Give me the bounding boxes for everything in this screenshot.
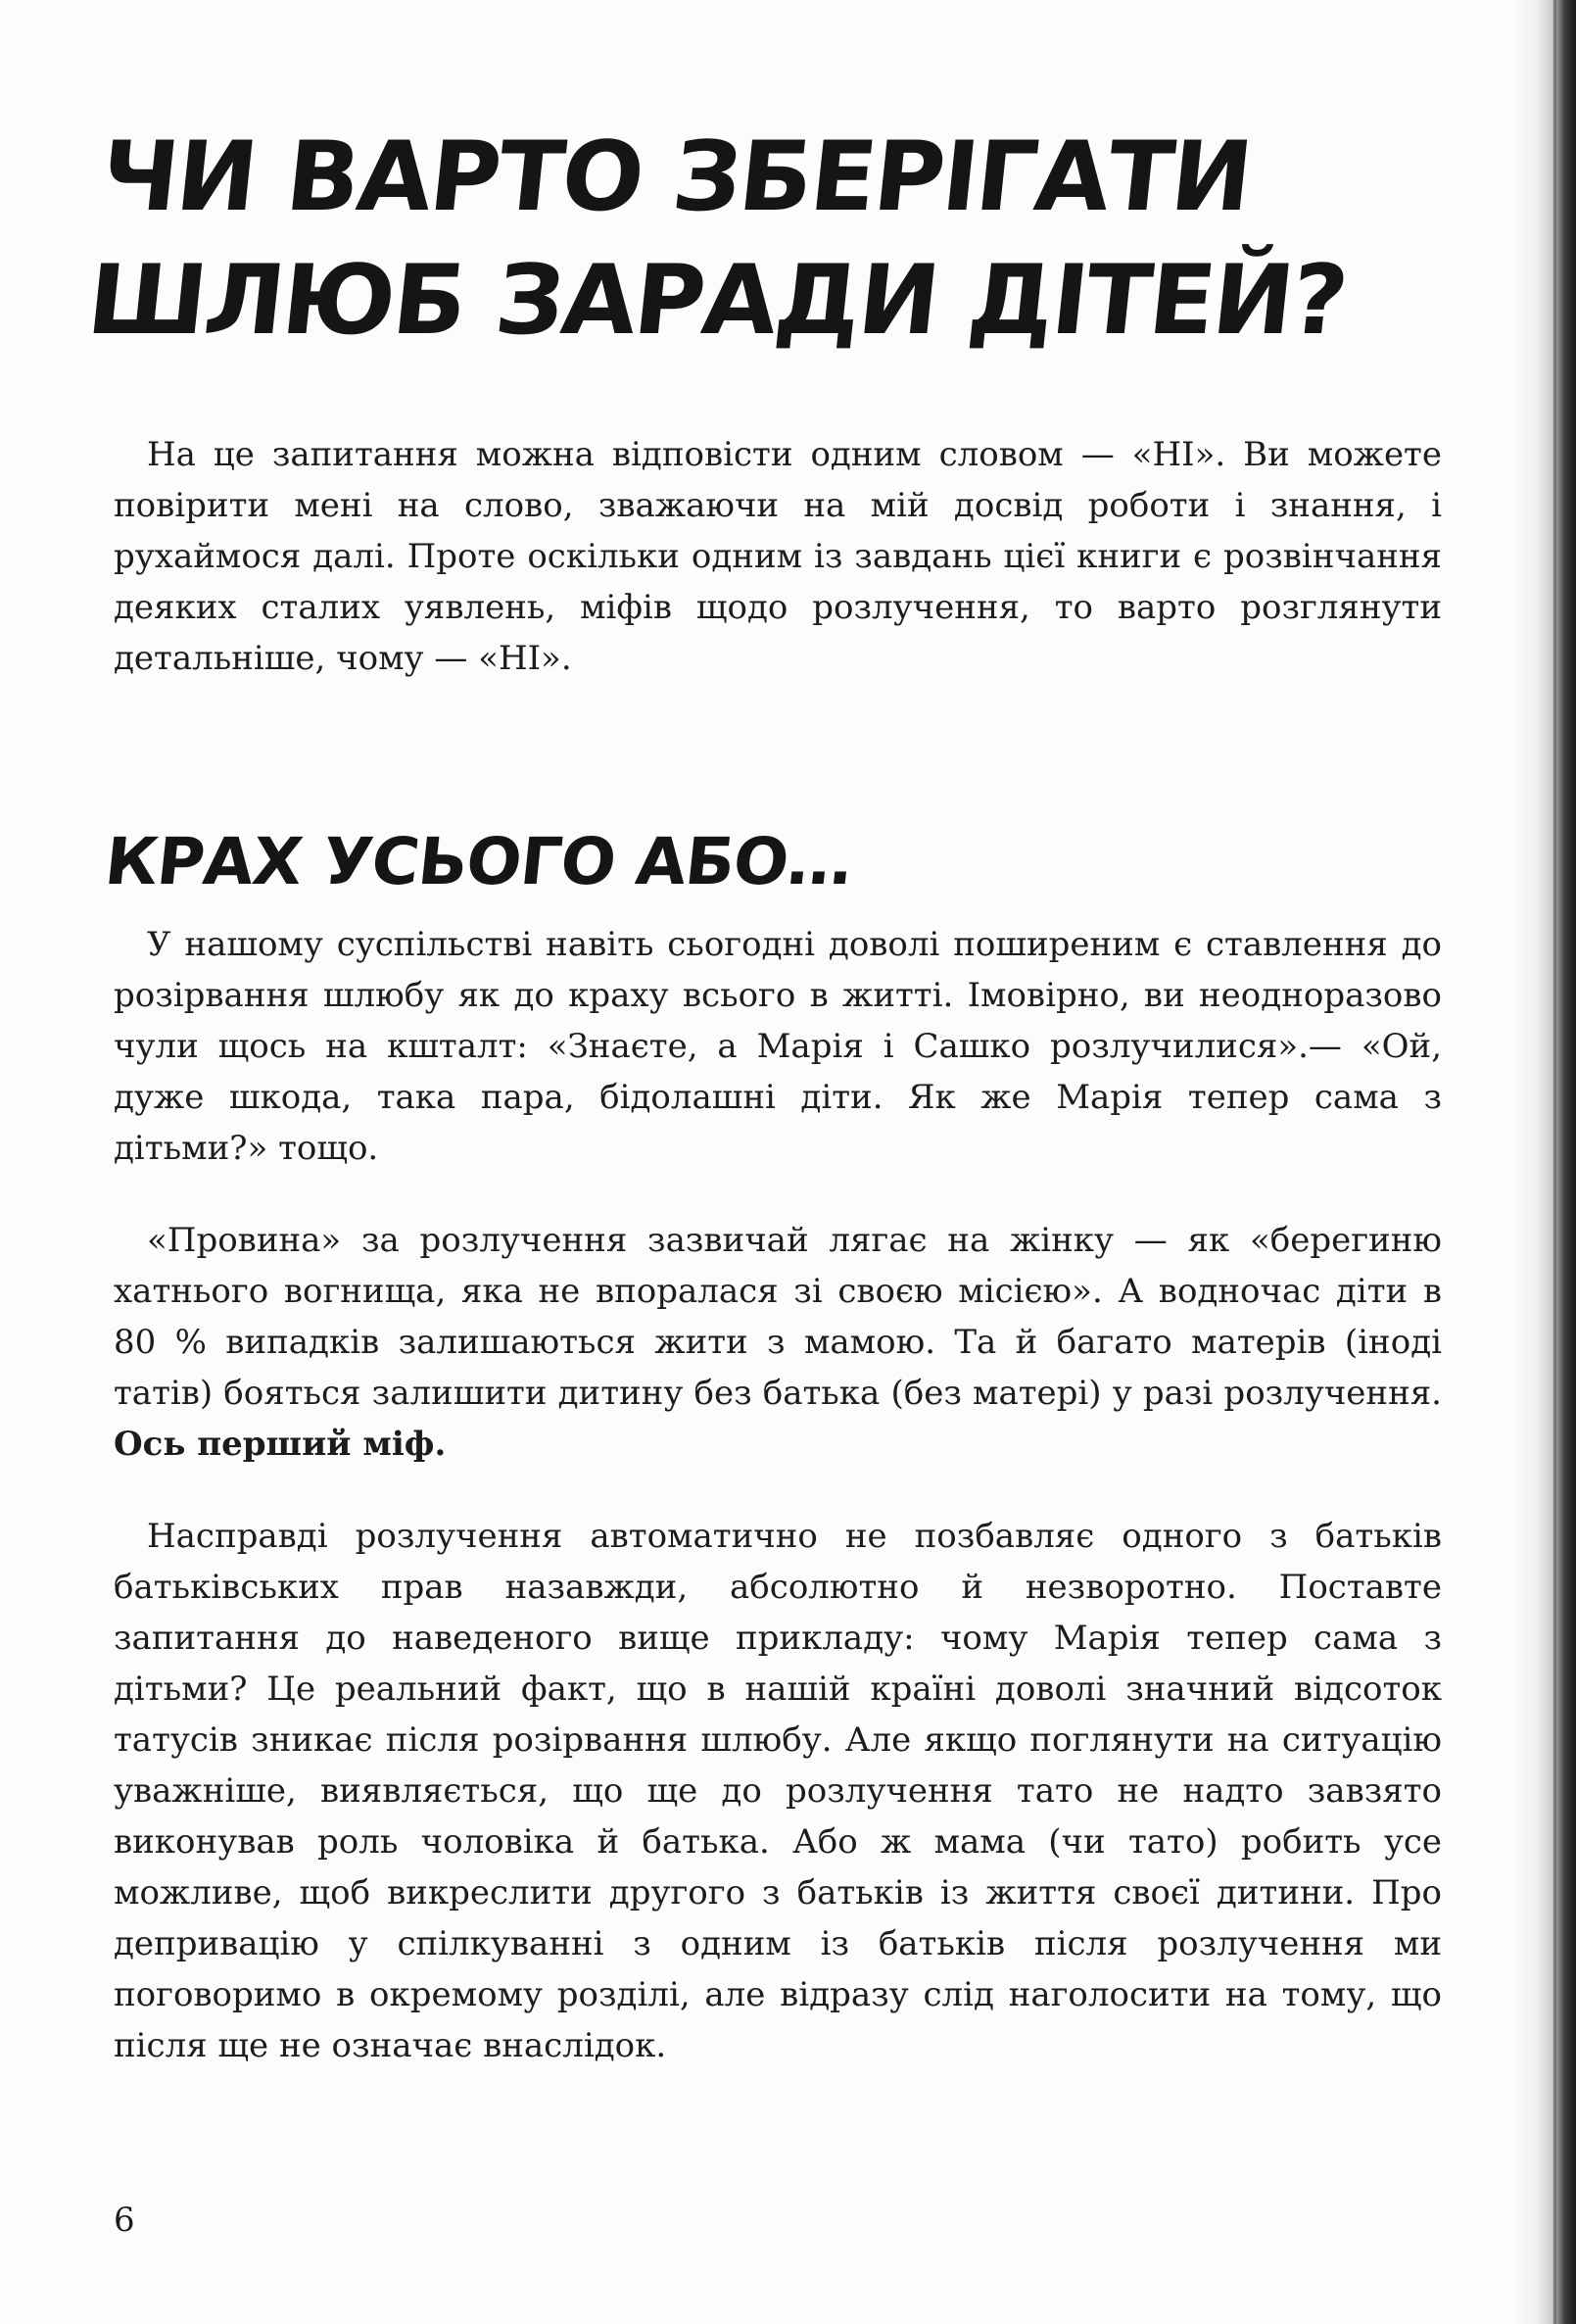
intro-paragraph: На це запитання можна відповісти одним словом — «НІ». Ви можете повірити мені на слово, зважаючи на мій досвід роботи і знання, і рухаймося далі. Проте оскільки одним із завдань цієї книги є розвінчання деяких сталих уявлень, міфів щодо розлучення, то варто розглянути детальніше, чому — «НІ».	[114, 435, 1442, 678]
section-paragraph-1: У нашому суспільстві навіть сьогодні доволі поширеним є ставлення до розірвання шлюбу як до краху всього в житті. Імовірно, ви неодноразово чули щось на кшталт: «Знаєте, а Марія і Сашко розлучилися».— «Ой, дуже шкода, така пара, бідолашні діти. Як же Марія тепер сама з дітьми?» тощо.	[114, 925, 1442, 1168]
section-paragraph-2	[114, 1215, 1442, 1470]
section-paragraph-2-text: «Провина» за розлучення зазвичай лягає на жінку — як «берегиню хатнього вогнища, яка не впоралася зі своєю місією». А водночас діти в 80 % випадків залишаються жити з мамою. Та й багато матерів (іноді татів) бояться залишити дитину без батька (без матері) у разі розлучення.	[114, 1221, 1442, 1413]
page-title: ЧИ ВАРТО ЗБЕРІГАТИ ШЛЮБ ЗАРАДИ ДІТЕЙ?	[82, 121, 1352, 357]
first-myth-emphasis: Ось перший міф.	[114, 1425, 447, 1464]
book-spine-edge	[1553, 0, 1556, 2324]
book-spine-shadow	[1515, 0, 1576, 2324]
page-number: 6	[114, 2201, 135, 2240]
section-heading: КРАХ УСЬОГО АБО…	[101, 824, 856, 899]
section-paragraph-3: Насправді розлучення автоматично не позбавляє одного з батьків батьківських прав назавжди, абсолютно й незворотно. Поставте запитання до наведеного вище прикладу: чому Марія тепер сама з дітьми? Це реальний факт, що в нашій країні доволі значний відсоток татусів зникає після розірвання шлюбу. Але якщо поглянути на ситуацію уважніше, виявляється, що ще до розлучення тато не надто завзято виконував роль чоловіка й батька. Або ж мама (чи тато) робить усе можливе, щоб викреслити другого з батьків із життя своєї дитини. Про депривацію у спілкуванні з одним із батьків після розлучення ми поговоримо в окремому розділі, але відразу слід наголосити на тому, що після ще не означає внаслідок.	[114, 1517, 1442, 2065]
